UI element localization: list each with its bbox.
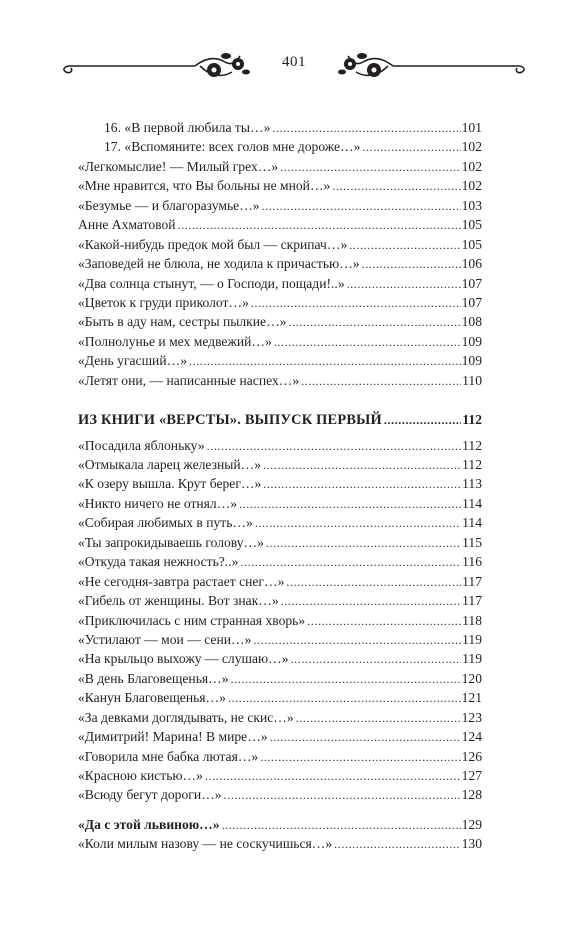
toc-entry: «Безумье — и благоразумье…» ..... 103 bbox=[78, 196, 482, 215]
toc-entry: «Канун Благовещенья…» ..... 121 bbox=[78, 688, 482, 707]
toc-section-heading: ИЗ КНИГИ «ВЕРСТЫ». ВЫПУСК ПЕРВЫЙ ..... 112 bbox=[78, 410, 482, 429]
ornament-icon bbox=[0, 0, 588, 100]
page-number: 401 bbox=[282, 54, 306, 70]
toc-entry: «Приключилась с ним странная хворь» ..... 118 bbox=[78, 611, 482, 630]
toc-entry: «Собирая любимых в путь…» ..... 114 bbox=[78, 513, 482, 532]
toc-group-section bbox=[78, 436, 482, 805]
toc-entry: «Говорила мне бабка лютая…» ..... 126 bbox=[78, 747, 482, 766]
toc-entry: 17. «Вспомяните: всех голов мне дороже…» ..... 102 bbox=[78, 137, 482, 156]
toc-entry: «Гибель от женщины. Вот знак…» ..... 117 bbox=[78, 591, 482, 610]
toc-entry: «На крыльцо выхожу — слушаю…» ..... 119 bbox=[78, 649, 482, 668]
toc-entry: «В день Благовещенья…» ..... 120 bbox=[78, 669, 482, 688]
toc-entry: «Заповедей не блюла, не ходила к причастью…» ..... 106 bbox=[78, 254, 482, 273]
toc-entry: «Отмыкала ларец железный…» ..... 112 bbox=[78, 455, 482, 474]
toc-group-top bbox=[78, 118, 482, 390]
toc-entry: «За девками доглядывать, не скис…» ..... 123 bbox=[78, 708, 482, 727]
toc-entry: «День угасший…» ..... 109 bbox=[78, 351, 482, 370]
toc-entry: «Два солнца стынут, — о Господи, пощади!..» ..... 107 bbox=[78, 274, 482, 293]
toc-entry: «Коли милым назову — не соскучишься…» ..... 130 bbox=[78, 834, 482, 853]
toc-entry: «Летят они, — написанные наспех…» ..... 110 bbox=[78, 371, 482, 390]
toc-entry: «Посадила яблоньку» ..... 112 bbox=[78, 436, 482, 455]
toc-entry: «Мне нравится, что Вы больны не мной…» ..... 102 bbox=[78, 176, 482, 195]
toc-entry: 16. «В первой любила ты…» ..... 101 bbox=[78, 118, 482, 137]
toc-entry: «Откуда такая нежность?..» ..... 116 bbox=[78, 552, 482, 571]
toc-entry: «Цветок к груди приколот…» ..... 107 bbox=[78, 293, 482, 312]
toc-entry: «Не сегодня-завтра растает снег…» ..... 117 bbox=[78, 572, 482, 591]
toc-bold-entry: «Да с этой львиною…» ..... 129 bbox=[78, 815, 482, 834]
toc-entry: «Димитрий! Марина! В мире…» ..... 124 bbox=[78, 727, 482, 746]
toc-entry: «Красною кистью…» ..... 127 bbox=[78, 766, 482, 785]
toc-entry: «К озеру вышла. Крут берег…» ..... 113 bbox=[78, 474, 482, 493]
toc-entry: «Устилают — мои — сени…» ..... 119 bbox=[78, 630, 482, 649]
toc-entry: «Легкомыслие! — Милый грех…» ..... 102 bbox=[78, 157, 482, 176]
page-header bbox=[0, 0, 588, 100]
toc-entry: «Быть в аду нам, сестры пылкие…» ..... 108 bbox=[78, 312, 482, 331]
toc-group-bottom bbox=[78, 834, 482, 853]
toc-entry: «Какой-нибудь предок мой был — скрипач…» ..... 105 bbox=[78, 235, 482, 254]
table-of-contents bbox=[78, 118, 482, 854]
toc-entry: «Никто ничего не отнял…» ..... 114 bbox=[78, 494, 482, 513]
toc-entry: Анне Ахматовой ..... 105 bbox=[78, 215, 482, 234]
toc-entry: «Всюду бегут дороги…» ..... 128 bbox=[78, 785, 482, 804]
toc-entry: «Ты запрокидываешь голову…» ..... 115 bbox=[78, 533, 482, 552]
toc-entry: «Полнолунье и мех медвежий…» ..... 109 bbox=[78, 332, 482, 351]
